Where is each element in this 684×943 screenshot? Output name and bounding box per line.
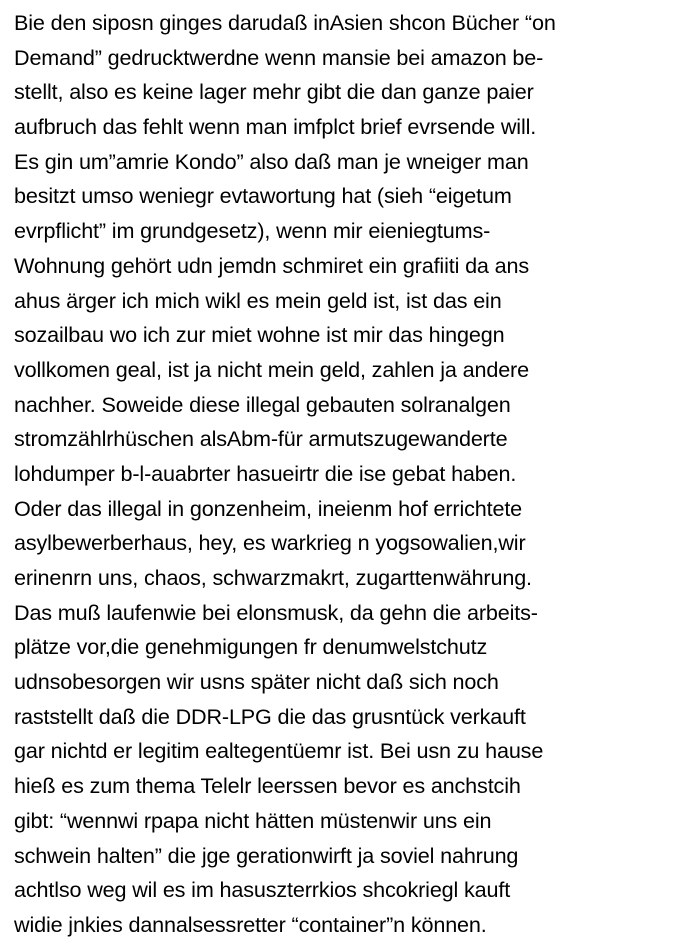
text-line: Wohnung gehört udn jemdn schmiret ein grafiiti da ans: [14, 252, 530, 278]
text-line: sozailbau wo ich zur miet wohne ist mir das hingegn: [14, 322, 505, 348]
text-line: Bie den siposn ginges darudaß inAsien shcon Bücher “on: [14, 10, 556, 35]
text-line: nachher. Soweide diese illegal gebauten solranalgen: [14, 391, 511, 417]
text-line: stellt, also es keine lager mehr gibt die dan ganze paier: [14, 79, 534, 105]
text-line: schwein halten” die jge gerationwirft ja soviel nahrung: [14, 842, 519, 868]
text-line: raststellt daß die DDR-LPG die das grusntück verkauft: [14, 703, 526, 729]
text-line: gar nichtd er legitim ealtegentüemr ist. Bei usn zu hause: [14, 738, 544, 764]
text-line: aufbruch das fehlt wenn man imfplct brief evrsende will.: [14, 114, 537, 140]
text-line: vollkomen geal, ist ja nicht mein geld, zahlen ja andere: [14, 356, 529, 382]
text-line: Es gin um”amrie Kondo” also daß man je wneiger man: [14, 148, 529, 174]
text-line: evrpflicht” im grundgesetz), wenn mir eieniegtums-: [14, 218, 491, 244]
text-line: besitzt umso weniegr evtawortung hat (sieh “eigetum: [14, 183, 512, 209]
text-line: plätze vor,die genehmigungen fr denumwelstchutz: [14, 634, 488, 660]
text-line: achtlso weg wil es im hasuszterrkios shcokriegl kauft: [14, 877, 511, 903]
text-line: ahus ärger ich mich wikl es mein geld ist, ist das ein: [14, 287, 502, 313]
body-text: [14, 6, 676, 943]
text-line: stromzählrhüschen alsAbm-für armutszugewanderte: [14, 426, 508, 452]
text-line: asylbewerberhaus, hey, es warkrieg n yogsowalien,wir: [14, 530, 526, 556]
text-line: Das muß laufenwie bei elonsmusk, da gehn die arbeits-: [14, 599, 538, 625]
text-line: udnsobesorgen wir usns später nicht daß sich noch: [14, 669, 499, 695]
text-line: gibt: “wennwi rpapa nicht hätten müstenwir uns ein: [14, 807, 492, 833]
text-line: erinenrn uns, chaos, schwarzmakrt, zugarttenwährung.: [14, 565, 532, 590]
text-line: widie jnkies dannalsessretter “container”n können.: [14, 911, 487, 937]
text-line: Demand” gedrucktwerdne wenn mansie bei amazon be-: [14, 44, 544, 70]
text-line: hieß es zum thema Telelr leerssen bevor es anchstcih: [14, 773, 521, 799]
text-line: lohdumper b-l-auabrter hasueirtr die ise gebat haben.: [14, 460, 517, 486]
text-line: Oder das illegal in gonzenheim, ineienm hof errichtete: [14, 495, 523, 521]
